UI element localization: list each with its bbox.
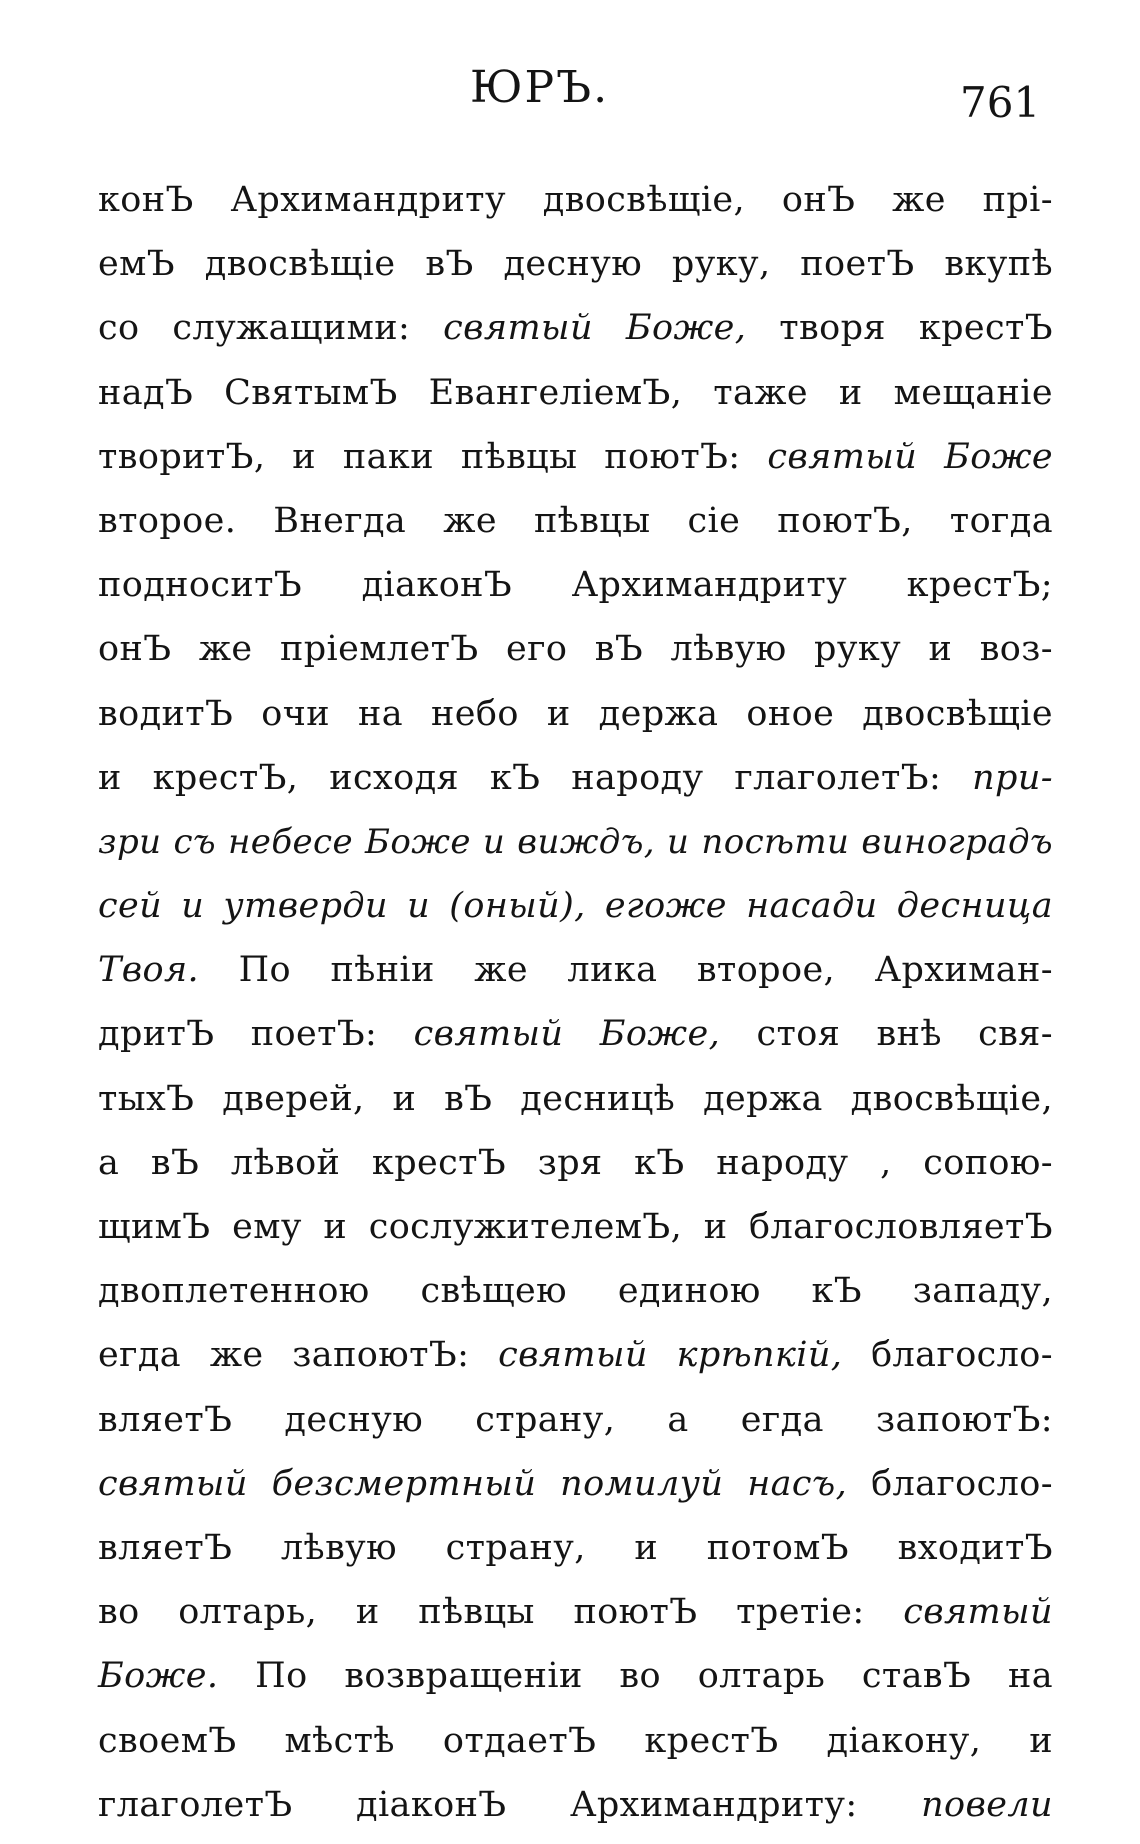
text-line bbox=[98, 938, 1053, 1002]
text-segment: дритЪ поетЪ: bbox=[98, 1014, 414, 1055]
text-segment: егда же запоютЪ: bbox=[98, 1335, 499, 1376]
text-line bbox=[98, 425, 1053, 489]
italic-text-segment: святый безсмертный помилуй насъ, bbox=[98, 1463, 848, 1504]
text-line bbox=[98, 746, 1053, 810]
text-segment: конЪ Архимандриту двосвѣщіе, онЪ же прі- bbox=[98, 180, 1053, 220]
italic-text-segment: святый Боже, bbox=[413, 1014, 721, 1055]
text-segment: и крестЪ, исходя кЪ народу глаголетЪ: bbox=[98, 757, 973, 798]
text-segment: своемЪ мѣстѣ отдаетЪ крестЪ діакону, и bbox=[98, 1720, 1053, 1761]
text-segment: вляетЪ десную страну, а егда запоютЪ: bbox=[98, 1399, 1053, 1440]
text-line bbox=[98, 1259, 1053, 1323]
text-segment: благосло- bbox=[847, 1463, 1053, 1504]
text-line bbox=[98, 1709, 1053, 1773]
text-line bbox=[98, 1452, 1053, 1516]
body-text bbox=[98, 168, 1053, 1837]
text-segment: стоя внѣ свя- bbox=[720, 1014, 1053, 1055]
text-segment: во олтарь, и пѣвцы поютЪ третіе: bbox=[98, 1592, 904, 1633]
text-line bbox=[98, 617, 1053, 681]
italic-text-segment: зри съ небесе Боже и виждъ, и посѣти виноградъ bbox=[98, 821, 1053, 862]
italic-text-segment: Боже. bbox=[98, 1656, 219, 1697]
text-segment: емЪ двосвѣщіе вЪ десную руку, поетЪ вкупѣ bbox=[98, 244, 1053, 285]
page-number: 761 bbox=[960, 78, 1041, 127]
text-line bbox=[98, 682, 1053, 746]
text-line bbox=[98, 874, 1053, 938]
italic-text-segment: Твоя. bbox=[98, 950, 200, 991]
italic-text-segment: святый крѣпкій, bbox=[498, 1335, 843, 1376]
italic-text-segment: святый Боже bbox=[767, 436, 1053, 477]
text-segment: благосло- bbox=[842, 1335, 1053, 1376]
text-segment: По возвращеніи во олтарь ставЪ на bbox=[218, 1656, 1053, 1697]
text-segment: творитЪ, и паки пѣвцы поютЪ: bbox=[98, 436, 768, 477]
text-line bbox=[98, 1323, 1053, 1387]
text-line bbox=[98, 1580, 1053, 1644]
text-segment: а вЪ лѣвой крестЪ зря кЪ народу , сопою- bbox=[98, 1142, 1053, 1183]
text-line bbox=[98, 1131, 1053, 1195]
text-segment: глаголетЪ діаконЪ Архимандриту: bbox=[98, 1784, 922, 1825]
text-line bbox=[98, 1516, 1053, 1580]
italic-text-segment: повели bbox=[921, 1784, 1053, 1825]
text-segment: водитЪ очи на небо и держа оное двосвѣщіе bbox=[98, 693, 1053, 734]
text-segment: второе. Внегда же пѣвцы сіе поютЪ, тогда bbox=[98, 500, 1053, 541]
text-segment: вляетЪ лѣвую страну, и потомЪ входитЪ bbox=[98, 1527, 1053, 1568]
text-line bbox=[98, 1773, 1053, 1837]
text-segment: щимЪ ему и сослужителемЪ, и благословляетЪ bbox=[98, 1207, 1053, 1247]
text-line bbox=[98, 232, 1053, 296]
text-segment: двоплетенною свѣщею единою кЪ западу, bbox=[98, 1271, 1053, 1312]
text-line bbox=[98, 1388, 1053, 1452]
italic-text-segment: святый bbox=[903, 1592, 1053, 1633]
text-line bbox=[98, 361, 1053, 425]
text-line bbox=[98, 1644, 1053, 1708]
text-line bbox=[98, 489, 1053, 553]
text-segment: По пѣніи же лика второе, Архиман- bbox=[199, 950, 1053, 991]
text-line bbox=[98, 1002, 1053, 1066]
text-segment: надЪ СвятымЪ ЕвангеліемЪ, таже и мещаніе bbox=[98, 372, 1053, 413]
italic-text-segment: при- bbox=[972, 757, 1053, 798]
text-line bbox=[98, 296, 1053, 360]
text-line bbox=[98, 1195, 1053, 1259]
text-segment: со служащими: bbox=[98, 308, 444, 349]
text-segment: подноситЪ діаконЪ Архимандриту крестЪ; bbox=[98, 565, 1053, 606]
text-segment: тыхЪ дверей, и вЪ десницѣ держа двосвѣщіе, bbox=[98, 1078, 1053, 1119]
italic-text-segment: сей и утверди и (оный), егоже насади десница bbox=[98, 886, 1053, 927]
text-line bbox=[98, 810, 1053, 874]
italic-text-segment: святый Боже, bbox=[443, 308, 747, 349]
text-line bbox=[98, 1067, 1053, 1131]
text-line bbox=[98, 168, 1053, 232]
running-head: ЮРЪ. bbox=[470, 62, 610, 113]
text-segment: творя крестЪ bbox=[746, 308, 1053, 349]
text-line bbox=[98, 553, 1053, 617]
text-segment: онЪ же пріемлетЪ его вЪ лѣвую руку и воз- bbox=[98, 629, 1053, 670]
